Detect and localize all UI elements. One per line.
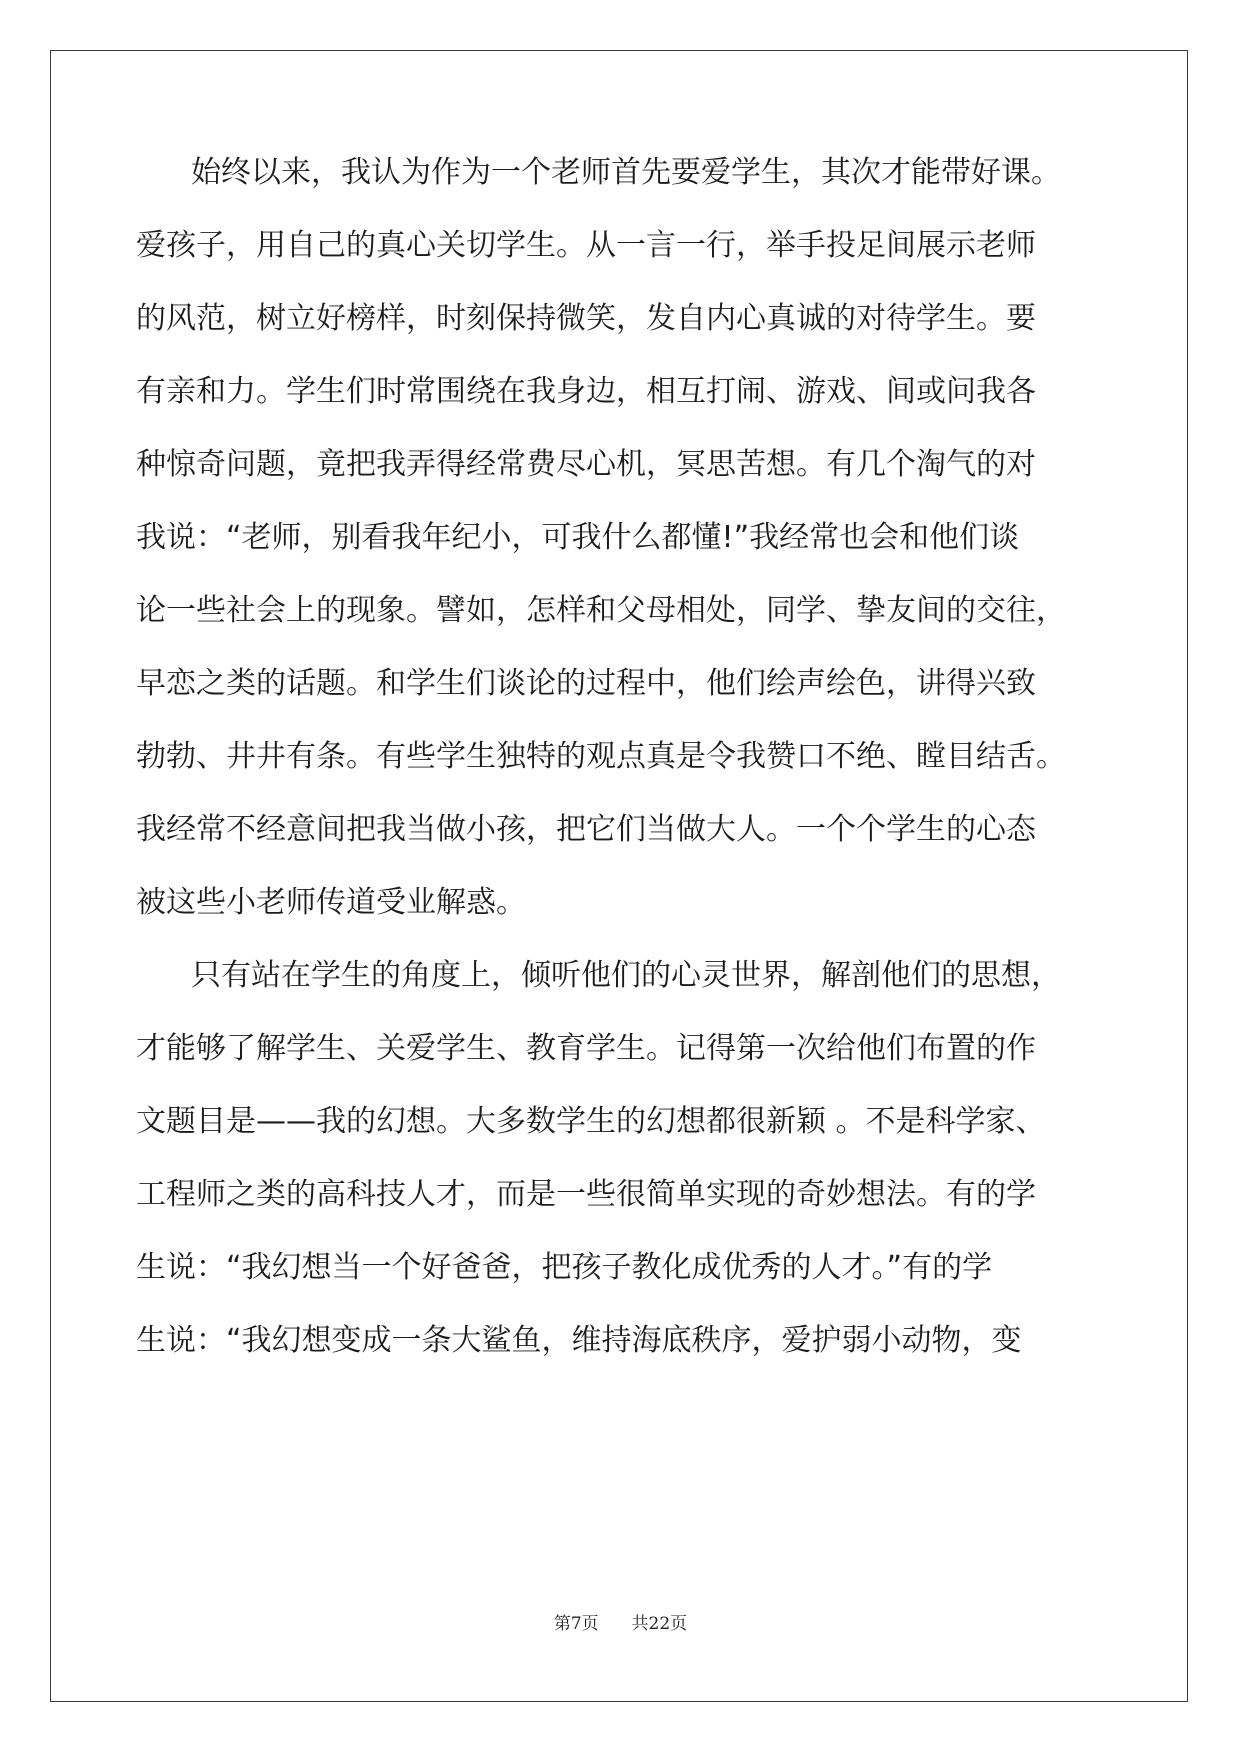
paragraph-1-line-5: 种惊奇问题，竟把我弄得经常费尽心机，冥思苦想。有几个淘气的对 (136, 447, 1036, 482)
paragraph-2-line-2: 才能够了解学生、关爱学生、教育学生。记得第一次给他们布置的作 (136, 1031, 1036, 1066)
paragraph-2-line-5: 生说：“我幻想当一个好爸爸，把孩子教化成优秀的人才。”有的学 (136, 1250, 993, 1285)
paragraph-1-line-8: 早恋之类的话题。和学生们谈论的过程中，他们绘声绘色，讲得兴致 (136, 666, 1036, 701)
paragraph-1-line-11: 被这些小老师传道受业解惑。 (136, 885, 526, 920)
paragraph-2-line-4: 工程师之类的高科技人才，而是一些很简单实现的奇妙想法。有的学 (136, 1177, 1036, 1212)
paragraph-1-line-1: 始终以来，我认为作为一个老师首先要爱学生，其次才能带好课。 (191, 155, 1061, 190)
paragraph-1-line-9: 勃勃、井井有条。有些学生独特的观点真是令我赞口不绝、瞠目结舌。 (136, 739, 1066, 774)
paragraph-2-line-6: 生说：“我幻想变成一条大鲨鱼，维持海底秩序，爱护弱小动物，变 (136, 1323, 1022, 1358)
paragraph-1-line-2: 爱孩子，用自己的真心关切学生。从一言一行，举手投足间展示老师 (136, 228, 1036, 263)
paragraph-1-line-7: 论一些社会上的现象。譬如，怎样和父母相处，同学、挚友间的交往， (136, 593, 1066, 628)
page-border (50, 50, 1188, 1702)
paragraph-1-line-10: 我经常不经意间把我当做小孩，把它们当做大人。一个个学生的心态 (136, 812, 1036, 847)
paragraph-1-line-3: 的风范，树立好榜样，时刻保持微笑，发自内心真诚的对待学生。要 (136, 301, 1036, 336)
paragraph-2-line-3: 文题目是——我的幻想。大多数学生的幻想都很新颖 。不是科学家、 (136, 1104, 1046, 1139)
paragraph-1-line-4: 有亲和力。学生们时常围绕在我身边，相互打闹、游戏、间或问我各 (136, 374, 1036, 409)
total-pages: 共22页 (631, 1614, 688, 1634)
paragraph-1-line-6: 我说：“老师，别看我年纪小，可我什么都懂!”我经常也会和他们谈 (136, 520, 1020, 555)
page-footer (0, 1613, 1241, 1635)
page-number: 第7页 (553, 1614, 599, 1634)
paragraph-2-line-1: 只有站在学生的角度上，倾听他们的心灵世界，解剖他们的思想， (191, 958, 1061, 993)
